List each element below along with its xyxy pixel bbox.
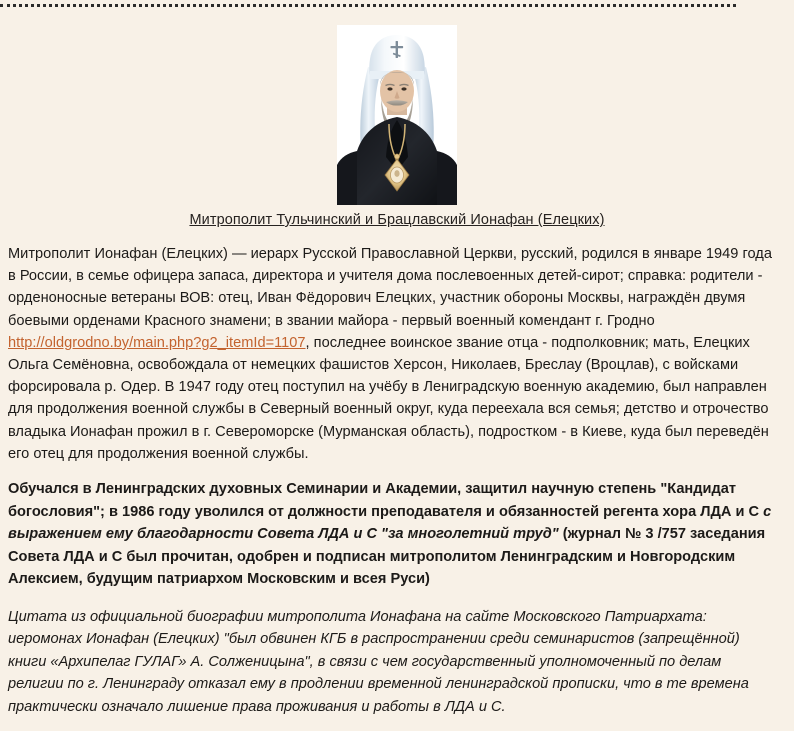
- biography-paragraph: [8, 243, 780, 465]
- top-dotted-divider: [0, 4, 736, 7]
- figure-caption-wrapper: [0, 211, 794, 229]
- biography-text-part1: Митрополит Ионафан (Елецких) — иерарх Русской Православной Церкви, русский, родился в январе 1949 года в России, в семье офицера запаса, директора и учителя дома послевоенных детей-сирот; справка: родители - орденоносные ветераны ВОВ: отец, Иван Фёдорович Елецких, участник обороны Москвы, награждён двумя боевыми орденами Красного знамени; в звании майора - первый военный комендант г. Гродно: [8, 246, 772, 329]
- article-body: [8, 243, 780, 731]
- quotation-paragraph: Цитата из официальной биографии митрополита Ионафана на сайте Московского Патриархата: иеромонах Ионафан (Елецких) "был обвинен КГБ в распространении среди семинаристов (запрещённой) книги «Архипелаг ГУЛАГ» А. Солженицына", в связи с чем государственный уполномоченный по делам религии по г. Ленинграду отказал ему в продлении временной ленинградской прописки, что в те времена практически означало лишение права проживания и работы в ЛДА и С.: [8, 609, 749, 715]
- education-text-part2: (журнал № 3 /757 заседания Совета ЛДА и С был прочитан, одобрен и подписан митрополитом Ленинградским и Новгородским Алексием, будущим патриархом Московским и всея Руси): [8, 526, 766, 588]
- metropolitan-portrait-photo: [337, 25, 457, 205]
- oldgrodno-source-link[interactable]: http://oldgrodno.by/main.php?g2_itemId=1107: [8, 334, 306, 351]
- portrait-figure: [0, 25, 794, 205]
- education-text-part1: Обучался в Ленинградских духовных Семинарии и Академии, защитил научную степень "Кандидат богословия"; в 1986 году уволился от должности преподавателя и обязанностей регента хора ЛДА и С: [8, 481, 764, 520]
- figure-caption: Митрополит Тульчинский и Брацлавский Ионафан (Елецких): [189, 212, 605, 228]
- education-emphasis-text: с выражением ему благодарности Совета ЛДА и С "за многолетний труд": [8, 503, 772, 543]
- biography-text-part2: , последнее воинское звание отца - подполковник; мать, Елецких Ольга Семёновна, освобождала от немецких фашистов Херсон, Николаев, Бреслау (Вроцлав), с войсками форсировала р. Одер. В 1947 году отец поступил на учёбу в Лениградскую военную академию, был направлен для продолжения военной службы в Северный военный округ, куда переехала вся семья; детство и отрочество владыка Ионафан прожил в г. Североморске (Мурманская область), подростком - в Киеве, куда был переведён его отец для продолжения военной службы.: [8, 334, 769, 462]
- education-paragraph: [8, 478, 780, 591]
